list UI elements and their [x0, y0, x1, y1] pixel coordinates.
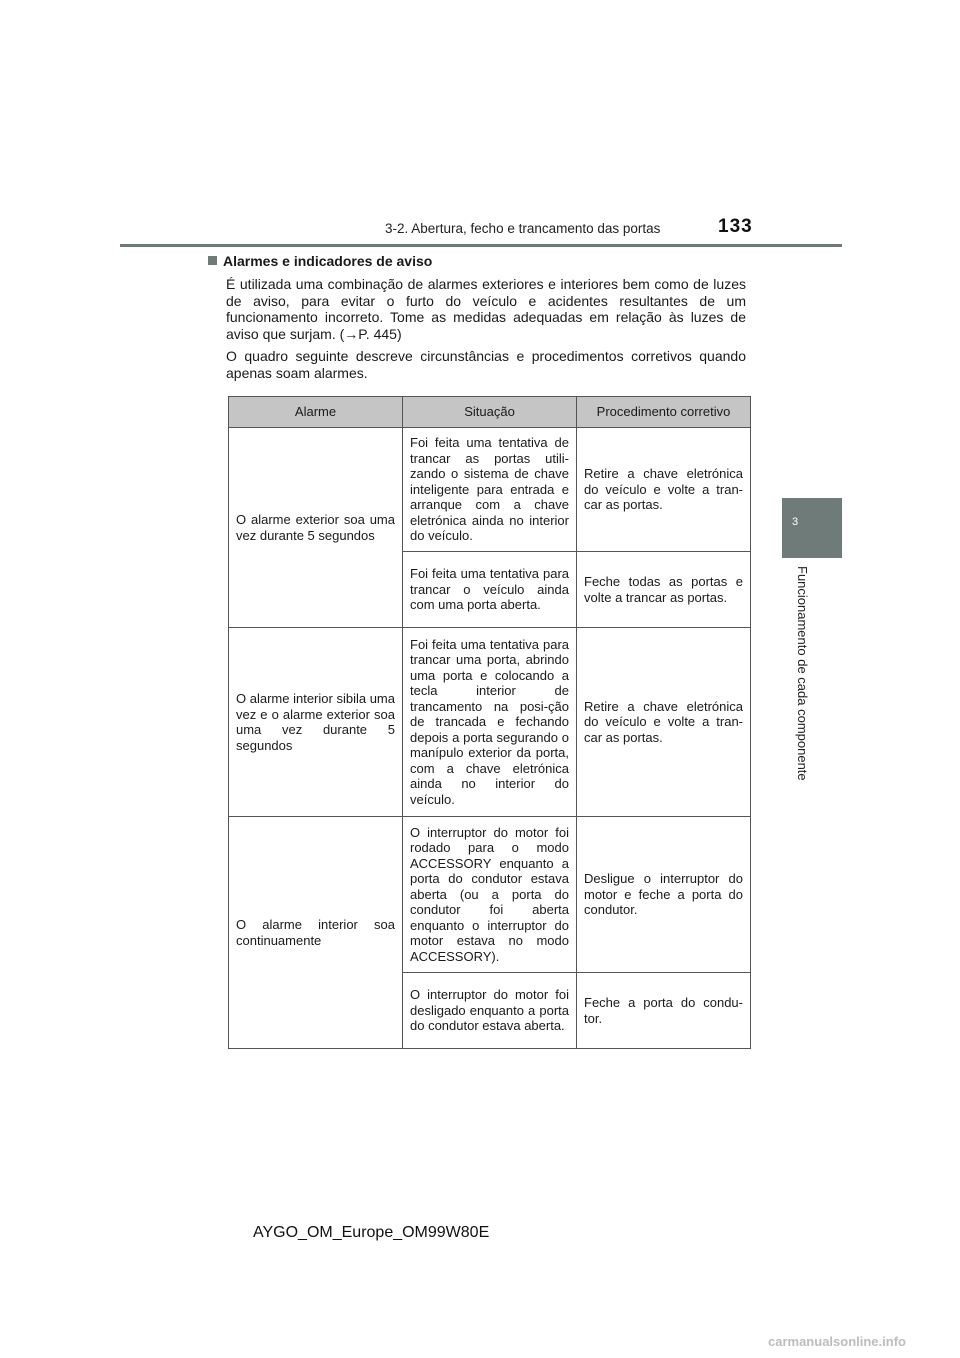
- procedure-cell: Feche todas as portas e volte a trancar as portas.: [577, 552, 751, 628]
- section-heading-text: Alarmes e indicadores de aviso: [223, 253, 433, 269]
- procedure-cell: Retire a chave eletrónica do veículo e volte a tran-car as portas.: [577, 428, 751, 552]
- column-header-situation: Situação: [403, 397, 577, 428]
- watermark: carmanualsonline.info: [768, 1334, 906, 1349]
- document-code: AYGO_OM_Europe_OM99W80E: [253, 1224, 490, 1241]
- situation-cell: Foi feita uma tentativa para trancar o veículo ainda com uma porta aberta.: [403, 552, 577, 628]
- table-row: [229, 428, 751, 552]
- situation-cell: Foi feita uma tentativa para trancar uma porta, abrindo uma porta e colocando a tecla interior de trancamento na posi-ção de trancada e fechando depois a porta segurando o manípulo exterior da porta, com a chave eletrónica ainda no interior do veículo.: [403, 628, 577, 817]
- alarm-cell: O alarme exterior soa uma vez durante 5 segundos: [229, 428, 403, 628]
- intro-paragraph: É utilizada uma combinação de alarmes exteriores e interiores bem como de luzes de aviso, para evitar o furto do veículo e acidentes resultantes de um funcionamento incorreto. Tome as medidas adequadas em relação às luzes de aviso que surjam. (→P. 445): [226, 276, 746, 342]
- table-row: [229, 817, 751, 973]
- section-content: [208, 253, 746, 387]
- column-header-procedure: Procedimento corretivo: [577, 397, 751, 428]
- table-intro-paragraph: O quadro seguinte descreve circunstâncias e procedimentos corretivos quando apenas soam alarmes.: [226, 348, 746, 381]
- alarm-cell: O alarme interior soa continuamente: [229, 817, 403, 1049]
- situation-cell: O interruptor do motor foi desligado enquanto a porta do condutor estava aberta.: [403, 973, 577, 1049]
- chapter-tab: [782, 498, 842, 558]
- square-bullet-icon: [208, 256, 217, 265]
- header-divider: [120, 244, 842, 247]
- situation-cell: O interruptor do motor foi rodado para o modo ACCESSORY enquanto a porta do condutor estava aberta (ou a porta do condutor foi aberta enquanto o interruptor do motor estava no modo ACCESSORY).: [403, 817, 577, 973]
- situation-cell: Foi feita uma tentativa de trancar as portas utili-zando o sistema de chave inteligente para entrada e arranque com a chave eletrónica ainda no interior do veículo.: [403, 428, 577, 552]
- procedure-cell: Retire a chave eletrónica do veículo e volte a tran-car as portas.: [577, 628, 751, 817]
- alarm-cell: O alarme interior sibila uma vez e o alarme exterior soa uma vez durante 5 segundos: [229, 628, 403, 817]
- chapter-title: Funcionamento de cada componente: [795, 566, 810, 781]
- table-header-row: [229, 397, 751, 428]
- column-header-alarm: Alarme: [229, 397, 403, 428]
- procedure-cell: Feche a porta do condu-tor.: [577, 973, 751, 1049]
- table-row: [229, 628, 751, 817]
- procedure-cell: Desligue o interruptor do motor e feche a porta do condutor.: [577, 817, 751, 973]
- section-header: 3-2. Abertura, fecho e trancamento das portas: [385, 221, 661, 236]
- alarm-table: [228, 396, 751, 1049]
- section-heading: [208, 253, 746, 270]
- page-number: 133: [718, 216, 753, 237]
- chapter-number: 3: [792, 516, 799, 528]
